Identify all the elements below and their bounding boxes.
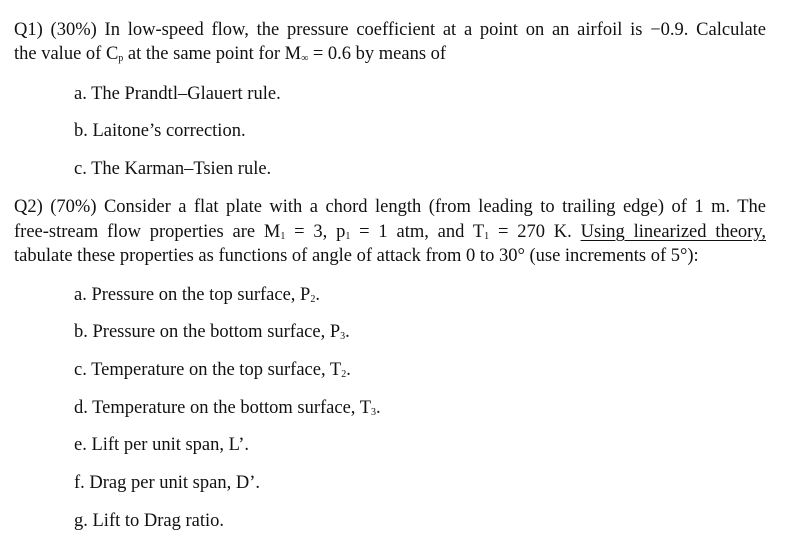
- q2-label: Q2): [14, 197, 43, 217]
- q1-item-b: b. Laitone’s correction.: [74, 121, 246, 141]
- q1-weight: (30%): [50, 20, 97, 40]
- q2-sub-m1: 1: [280, 231, 286, 242]
- q1-item-a: a. The Prandtl–Glauert rule.: [74, 84, 281, 104]
- q1-label: Q1): [14, 20, 43, 40]
- q1-sub-p: p: [118, 53, 124, 64]
- q1-line-1: [14, 19, 766, 41]
- q1-text-2c: = 0.6 by means of: [308, 44, 447, 64]
- q1-text-2b: at the same point for M: [123, 44, 302, 64]
- q2-item-c: c. Temperature on the top surface, $T_2$.: [74, 360, 351, 380]
- q2-item-d: d. Temperature on the bottom surface, $T_3$.: [74, 398, 381, 418]
- q2-item-b: b. Pressure on the bottom surface, $P_3$.: [74, 322, 350, 342]
- q2-line-3: tabulate these properties as functions of angle of attack from 0 to 30° (use increments of 5°):: [14, 246, 699, 266]
- q1-text-1: In low-speed flow, the pressure coefficient at a point on an airfoil is −0.9. Calculate: [104, 20, 767, 40]
- q2-text-2b: = 3, p: [285, 222, 346, 242]
- q1-text-2a: the value of C: [14, 44, 119, 64]
- q2-sub-t1: 1: [484, 231, 490, 242]
- q2-text-2c: = 1 atm, and T: [350, 222, 485, 242]
- q2-text-2d: = 270 K.: [489, 222, 581, 242]
- q2-line-2: [14, 221, 766, 243]
- q2-item-a: a. Pressure on the top surface, $P_2$.: [74, 285, 320, 305]
- q2-item-e: e. Lift per unit span, L’.: [74, 435, 250, 455]
- q2-weight: (70%): [50, 197, 97, 217]
- q1-item-c: c. The Karman–Tsien rule.: [74, 159, 272, 179]
- q2-text-1: Consider a flat plate with a chord length (from leading to trailing edge) of 1 m. The: [103, 197, 767, 217]
- q2-underlined-phrase: Using linearized theory,: [580, 222, 767, 242]
- q2-item-g: g. Lift to Drag ratio.: [74, 511, 225, 531]
- q2-item-f: f. Drag per unit span, D’.: [74, 473, 260, 493]
- q1-line-2: [14, 43, 446, 65]
- q2-sub-p1: 1: [345, 231, 351, 242]
- q2-line-1: [14, 196, 766, 218]
- q2-text-2a: free-stream flow properties are M: [14, 222, 281, 242]
- q1-sub-inf: ∞: [301, 53, 309, 64]
